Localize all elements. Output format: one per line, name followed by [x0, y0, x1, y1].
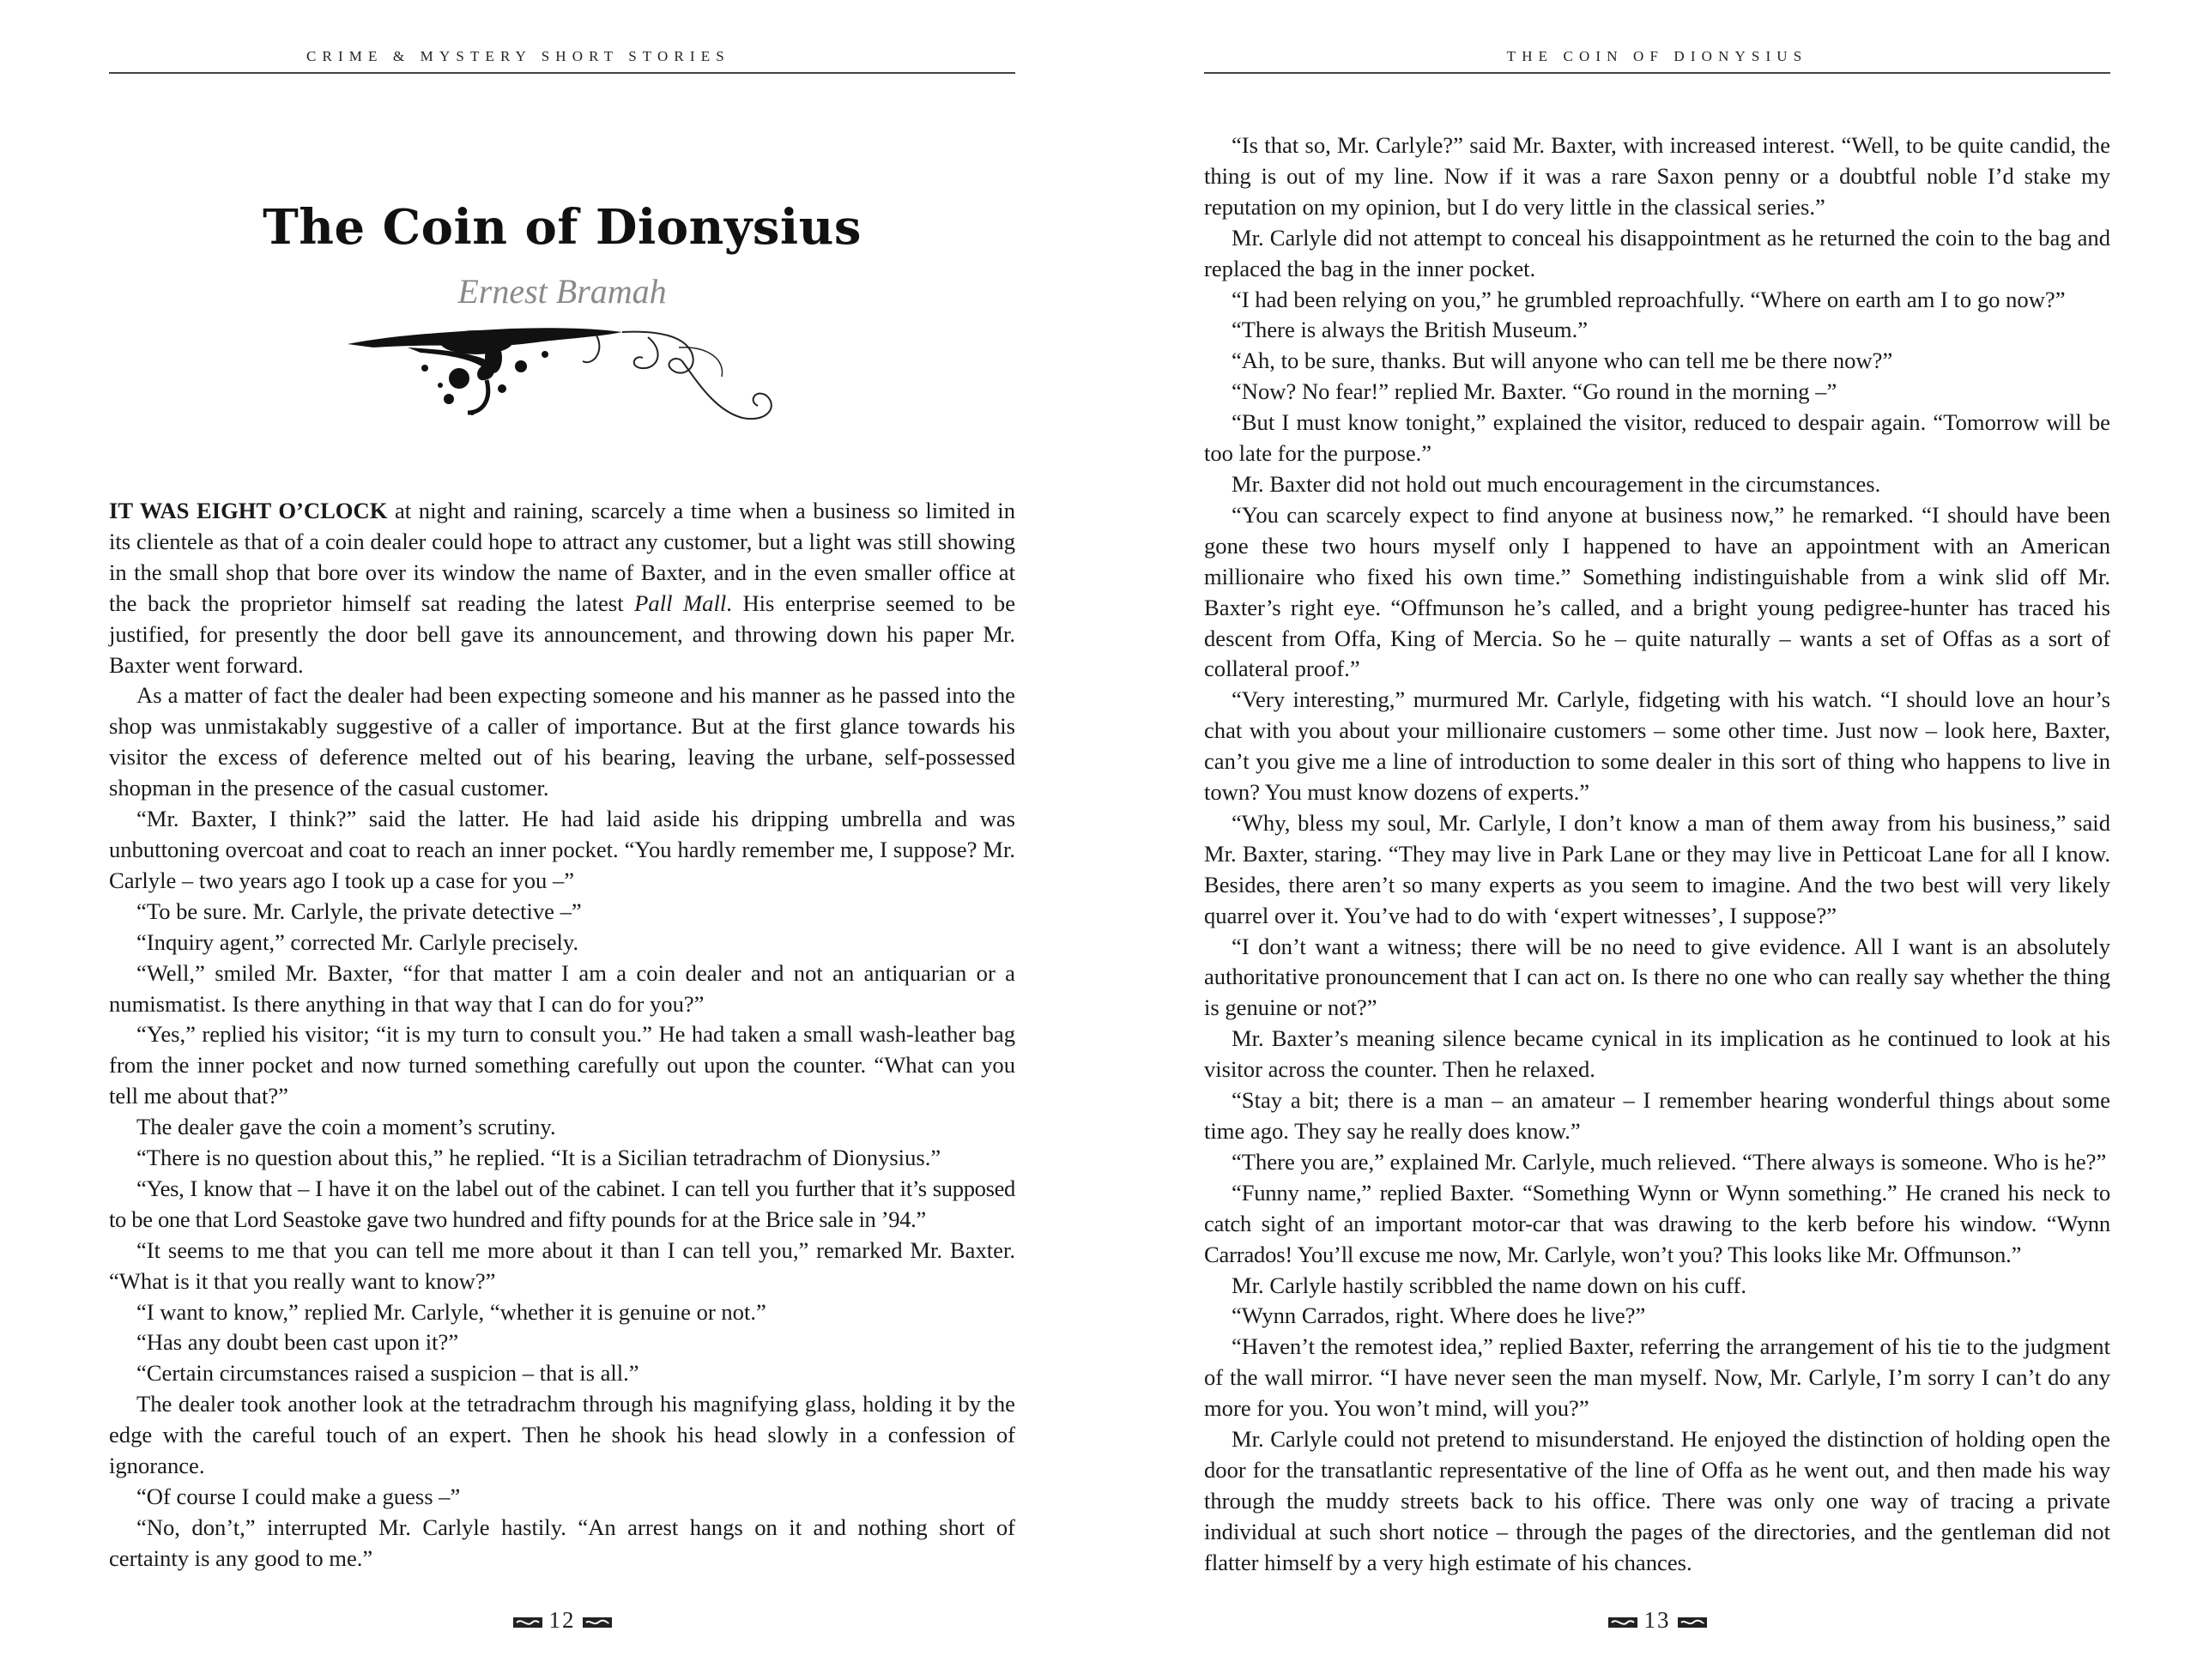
opening-paragraph	[109, 496, 1015, 680]
paragraph: “Yes,” replied his visitor; “it is my turn to consult you.” He had taken a small wash-leather bag from the inner pocket and now turned something carefully out upon the counter. “What can you tell me about that?”	[109, 1021, 1015, 1109]
pall-mall-title: Pall Mall	[634, 589, 727, 616]
ink-splatter-ornament-icon	[339, 317, 785, 428]
paragraph: “But I must know tonight,” explained the visitor, reduced to despair again. “Tomorrow will be too late for the purpose.”	[1204, 409, 2110, 467]
page-number-right	[1204, 1607, 2110, 1634]
folio-flourish-icon	[1608, 1616, 1637, 1629]
paragraph: “Funny name,” replied Baxter. “Something Wynn or Wynn something.” He craned his neck to catch sight of an important motor-car that was drawing to the kerb before his window. “Wynn Carrados! You’ll excuse me now, Mr. Carlyle, won’t you? This looks like Mr. Offmunson.”	[1204, 1179, 2110, 1267]
paragraph: “Why, bless my soul, Mr. Carlyle, I don’t know a man of them away from his business,” said Mr. Baxter, staring. “They may live in Park Lane or they may live in Petticoat Lane for all I know. Besides, there aren’t so many experts as you seem to imagine. And the two best will very likely quarrel over it. You’ve had to do with ‘expert witnesses’, I suppose?”	[1204, 809, 2110, 928]
right-body-text	[1204, 130, 2110, 1579]
paragraph: “Is that so, Mr. Carlyle?” said Mr. Baxter, with increased interest. “Well, to be quite candid, the thing is out of my line. Now if it was a rare Saxon penny or a doubtful noble I’d stake my reputation on my opinion, but I do very little in the classical series.”	[1204, 132, 2110, 220]
paragraph: Mr. Carlyle did not attempt to conceal his disappointment as he returned the coin to the bag and replaced the bag in the inner pocket.	[1204, 224, 2110, 281]
paragraph: “Haven’t the remotest idea,” replied Baxter, referring the arrangement of his tie to the judgment of the wall mirror. “I have never seen the man myself. Now, Mr. Carlyle, I’m sorry I can’t do any more for you. You won’t mind, will you?”	[1204, 1333, 2110, 1422]
folio-flourish-icon	[583, 1616, 612, 1629]
paragraph: “Stay a bit; there is a man – an amateur – I remember hearing wonderful things about some time ago. They say he really does know.”	[1204, 1087, 2110, 1144]
paragraph: Mr. Carlyle could not pretend to misunderstand. He enjoyed the distinction of holding open the door for the transatlantic representative of the line of Offa as he went out, and then made his way through the muddy streets back to his office. There was only one way of tracing a private individual at such short notice – through the pages of the directories, and the gentleman did not flatter himself by a very high estimate of his chances.	[1204, 1426, 2110, 1575]
lead-in: IT WAS EIGHT O’CLOCK	[109, 498, 388, 523]
paragraph: “Certain circumstances raised a suspicion – that is all.”	[136, 1360, 639, 1387]
story-title: The Coin of Dionysius	[263, 199, 862, 256]
page-number: 13	[1643, 1607, 1671, 1633]
paragraph: “Ah, to be sure, thanks. But will anyone who can tell me be there now?”	[1232, 347, 1893, 374]
story-author: Ernest Bramah	[457, 272, 667, 311]
paragraph: Mr. Baxter’s meaning silence became cynical in its implication as he continued to look at his visitor across the counter. Then he relaxed.	[1204, 1025, 2110, 1083]
opening-text-a: at night and raining, scarcely a time when a business so limited in its clientele as that of a coin dealer could hope to attract any customer, but a light was still showing in the small shop that bore over its window the name of Baxter, and in the even smaller office at the back the proprietor himself sat reading the latest	[109, 498, 1015, 616]
paragraph: “Yes, I know that – I have it on the label out of the cabinet. I can tell you further that it’s supposed to be one that Lord Seastoke gave two hundred and fifty pounds for at the Brice sale in ’94.”	[109, 1175, 1015, 1232]
paragraph: The dealer gave the coin a moment’s scrutiny.	[136, 1114, 556, 1140]
paragraph: As a matter of fact the dealer had been expecting someone and his manner as he passed into the shop was unmistakably suggestive of a caller of importance. But at the first glance towards his visitor the excess of deference melted out of his bearing, leaving the urbane, self-possessed shopman in the presence of the casual customer.	[109, 682, 1015, 801]
paragraph: “There is no question about this,” he replied. “It is a Sicilian tetradrachm of Dionysius.”	[136, 1145, 941, 1171]
page-number: 12	[548, 1607, 576, 1633]
paragraph: “You can scarcely expect to find anyone at business now,” he remarked. “I should have been gone these two hours myself only I happened to have an appointment with an American millionaire who fixed his own time.” Something indistinguishable from a wink slid off Mr. Baxter’s right eye. “Offmunson he’s called, and a bright young pedigree-hunter has traced his descent from Offa, King of Mercia. So he – quite naturally – wants a set of Offas as a sort of collateral proof.”	[1204, 501, 2110, 682]
right-page	[1204, 0, 2110, 1680]
page-number-left	[109, 1607, 1015, 1634]
paragraph: “Of course I could make a guess –”	[136, 1484, 461, 1509]
paragraph: “Has any doubt been cast upon it?”	[136, 1329, 459, 1356]
paragraph: “I had been relying on you,” he grumbled reproachfully. “Where on earth am I to go now?”	[1232, 286, 2066, 312]
folio-flourish-icon	[1678, 1616, 1707, 1629]
running-head-left: CRIME & MYSTERY SHORT STORIES	[306, 48, 730, 64]
paragraph: Mr. Carlyle hastily scribbled the name down on his cuff.	[1232, 1272, 1746, 1298]
paragraph: “It seems to me that you can tell me more about it than I can tell you,” remarked Mr. Baxter. “What is it that you really want to know?”	[109, 1236, 1015, 1294]
paragraph: The dealer took another look at the tetradrachm through his magnifying glass, holding it by the edge with the careful touch of an expert. Then he shook his head slowly in a confession of ignorance.	[109, 1391, 1015, 1479]
paragraph: “Wynn Carrados, right. Where does he live?”	[1232, 1302, 1646, 1329]
paragraph: “To be sure. Mr. Carlyle, the private detective –”	[136, 897, 582, 924]
paragraph: “I want to know,” replied Mr. Carlyle, “whether it is genuine or not.”	[136, 1298, 766, 1325]
paragraph: “Well,” smiled Mr. Baxter, “for that matter I am a coin dealer and not an antiquarian or a numismatist. Is there anything in that way that I can do for you?”	[109, 959, 1015, 1017]
left-body-text	[109, 496, 1015, 1574]
paragraph: “I don’t want a witness; there will be no need to give evidence. All I want is an absolutely authoritative pronouncement that I can act on. Is there no one who can really say whether the thing is genuine or not?”	[1204, 933, 2110, 1021]
opening-text-b: . His enterprise seemed to be justified, for presently the door bell gave its announcement, and throwing down his paper Mr. Baxter went forward.	[109, 589, 1015, 678]
left-page	[109, 0, 1015, 1680]
paragraph: “There you are,” explained Mr. Carlyle, much relieved. “There always is someone. Who is he?”	[1232, 1148, 2107, 1175]
paragraph: “Mr. Baxter, I think?” said the latter. He had laid aside his dripping umbrella and was unbuttoning overcoat and coat to reach an inner pocket. “You hardly remember me, I suppose? Mr. Carlyle – two years ago I took up a case for you –”	[109, 806, 1015, 893]
paragraph: “No, don’t,” interrupted Mr. Carlyle hastily. “An arrest hangs on it and nothing short of certainty is any good to me.”	[109, 1514, 1015, 1571]
paragraph: “Inquiry agent,” corrected Mr. Carlyle precisely.	[136, 928, 579, 955]
paragraph: “Now? No fear!” replied Mr. Baxter. “Go round in the morning –”	[1232, 378, 1837, 405]
paragraph: “There is always the British Museum.”	[1232, 317, 1589, 343]
folio-flourish-icon	[513, 1616, 542, 1629]
running-head-right: THE COIN OF DIONYSIUS	[1506, 48, 1808, 64]
paragraph: Mr. Baxter did not hold out much encouragement in the circumstances.	[1232, 470, 1881, 497]
header-rule-left	[109, 72, 1015, 74]
paragraph: “Very interesting,” murmured Mr. Carlyle, fidgeting with his watch. “I should love an hour’s chat with you about your millionaire customers – some other time. Just now – look here, Baxter, can’t you give me a line of introduction to some dealer in this sort of thing who happens to live in town? You must know dozens of experts.”	[1204, 686, 2110, 806]
header-rule-right	[1204, 72, 2110, 74]
title-block	[109, 199, 1015, 428]
